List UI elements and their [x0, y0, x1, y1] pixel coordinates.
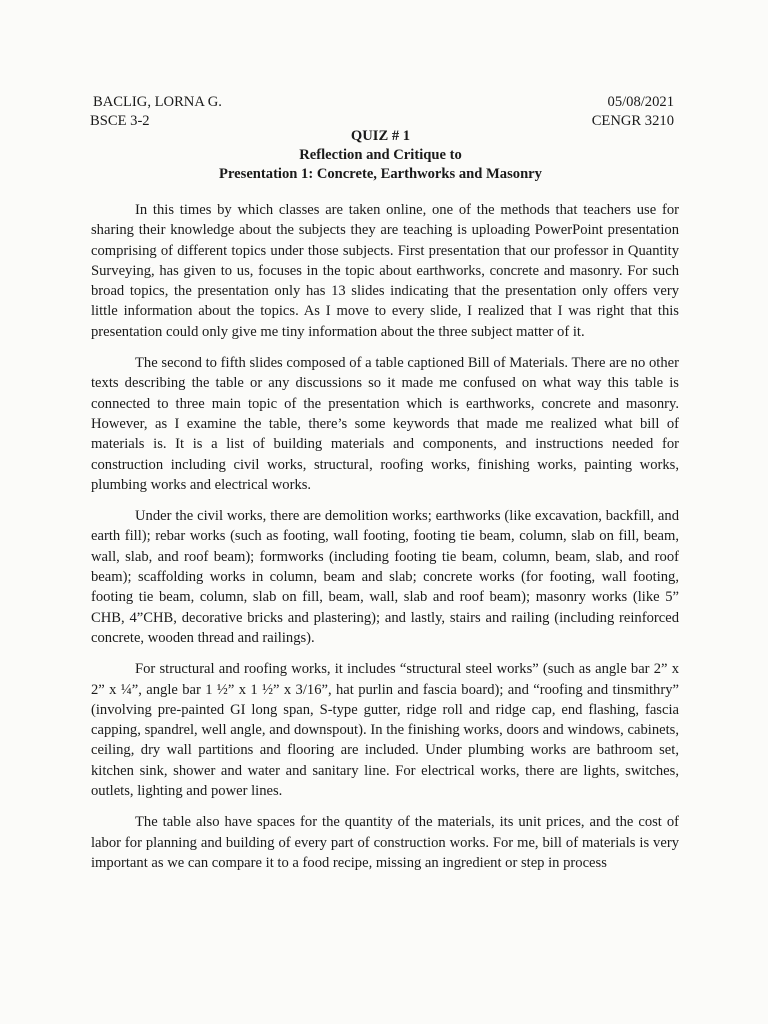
essay-body: [91, 200, 679, 884]
document-title-block: [0, 127, 768, 184]
paragraph-2: The second to fifth slides composed of a table captioned Bill of Materials. There are no other texts describing the table or any discussions so it made me confused on what way this table is connected to three main topic of the presentation which is earthworks, concrete and masonry. However, as I examine the table, there’s some keywords that made me realized what bill of materials is. It is a list of building materials and components, and instructions needed for construction including civil works, structural, roofing works, finishing works, painting works, plumbing works and electrical works.: [91, 355, 679, 493]
submission-date: 05/08/2021: [607, 94, 674, 110]
paragraph-3: Under the civil works, there are demolition works; earthworks (like excavation, backfill, and earth fill); rebar works (such as footing, wall footing, footing tie beam, column, slab on fill, beam, wall, slab, and roof beam); formworks (including footing tie beam, column, beam, slab, and roof beam); scaffolding works in column, beam and slab; concrete works (for footing, wall footing, footing tie beam, column, slab on fill, beam, wall, slab and roof beam); masonry works (like 5” CHB, 4”CHB, decorative bricks and plastering); and lastly, stairs and railing (including reinforced concrete, wooden thread and railings).: [91, 508, 679, 646]
header-row-name-date: [90, 93, 678, 112]
title-line-3: Presentation 1: Concrete, Earthworks and Masonry: [219, 166, 542, 182]
paragraph-1: In this times by which classes are taken online, one of the methods that teachers use for sharing their knowledge about the subjects they are teaching is uploading PowerPoint presentation comprising of different topics under those subjects. First presentation that our professor in Quantity Surveying, has given to us, focuses in the topic about earthworks, concrete and masonry. For such broad topics, the presentation only has 13 slides indicating that the presentation only offers very little information about the topics. As I move to every slide, I realized that I was right that this presentation could only give me tiny information about the three subject matter of it.: [91, 202, 679, 340]
student-section: BSCE 3-2: [90, 113, 150, 129]
quiz-title: QUIZ # 1: [350, 128, 411, 144]
title-line-2: Reflection and Critique to: [299, 147, 462, 163]
student-name: BACLIG, LORNA G.: [93, 94, 222, 110]
paragraph-5: The table also have spaces for the quantity of the materials, its unit prices, and the cost of labor for planning and building of every part of construction works. For me, bill of materials is very important as we can compare it to a food recipe, missing an ingredient or step in process: [91, 814, 679, 871]
paragraph-4: For structural and roofing works, it includes “structural steel works” (such as angle bar 2” x 2” x ¼”, angle bar 1 ½” x 1 ½” x 3/16”, hat purlin and fascia board); and “roofing and tinsmithry” (involving pre-painted GI long span, S-type gutter, ridge roll and ridge cap, end flashing, fascia capping, spandrel, well angle, and downspout). In the finishing works, doors and windows, cabinets, ceiling, dry wall partitions and flooring are included. Under plumbing works are bathroom set, kitchen sink, shower and water and sanitary line. For electrical works, there are lights, switches, outlets, lighting and power lines.: [91, 661, 679, 800]
course-code: CENGR 3210: [591, 113, 674, 129]
